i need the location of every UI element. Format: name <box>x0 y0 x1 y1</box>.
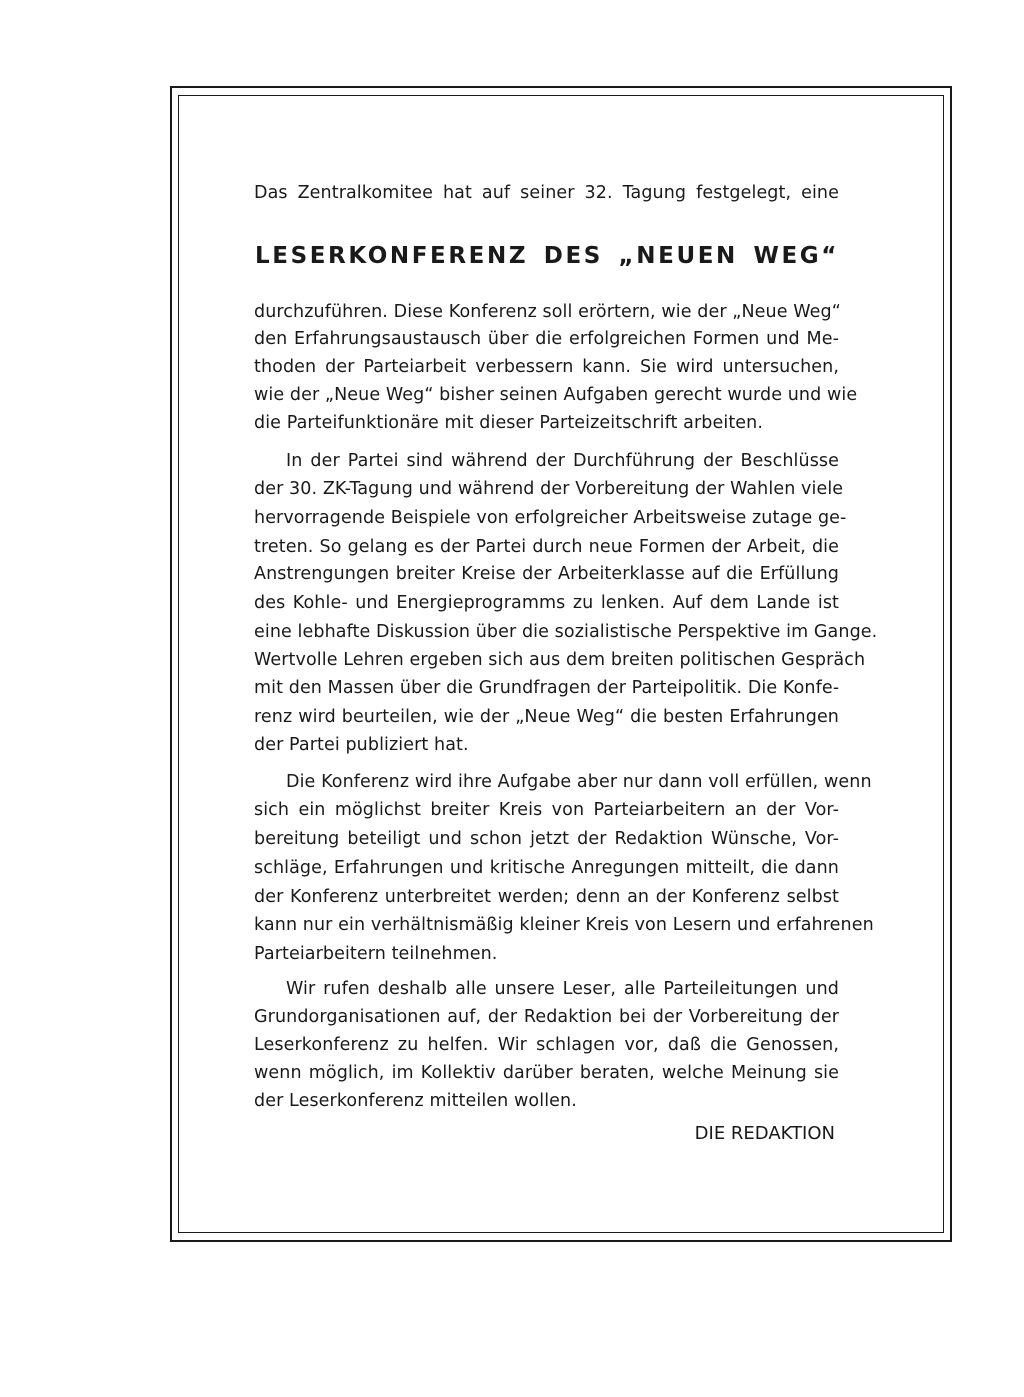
paragraph-1-line-1: durchzuführen. Diese Konferenz soll erörtern, wie der „Neue Weg“ <box>254 302 841 322</box>
paragraph-2-line-8: Wertvolle Lehren ergeben sich aus dem breiten politischen Gespräch <box>254 650 866 670</box>
paragraph-4-line-2: Grundorganisationen auf, der Redaktion bei der Vorbereitung der <box>254 1007 839 1027</box>
paragraph-4-line-1: Wir rufen deshalb alle unsere Leser, alle Parteileitungen und <box>286 979 839 999</box>
paragraph-1-line-3: thoden der Parteiarbeit verbessern kann. Sie wird untersuchen, <box>254 357 839 377</box>
paragraph-2-line-10: renz wird beurteilen, wie der „Neue Weg“ die besten Erfahrungen <box>254 707 839 727</box>
paragraph-4-line-3: Leserkonferenz zu helfen. Wir schlagen vor, daß die Genossen, <box>254 1035 839 1055</box>
paragraph-2-line-3: hervorragende Beispiele von erfolgreicher Arbeitsweise zutage ge- <box>254 508 847 528</box>
paragraph-3-line-1: Die Konferenz wird ihre Aufgabe aber nur dann voll erfüllen, wenn <box>286 772 872 792</box>
paragraph-3-line-2: sich ein möglichst breiter Kreis von Parteiarbeitern an der Vor- <box>254 800 839 820</box>
paragraph-2-line-9: mit den Massen über die Grundfragen der Parteipolitik. Die Konfe- <box>254 678 840 698</box>
signature: DIE REDAKTION <box>694 1123 835 1144</box>
paragraph-2-line-4: treten. So gelang es der Partei durch neue Formen der Arbeit, die <box>254 537 839 557</box>
paragraph-2-line-2: der 30. ZK-Tagung und während der Vorbereitung der Wahlen viele <box>254 479 844 499</box>
intro-line: Das Zentralkomitee hat auf seiner 32. Tagung festgelegt, eine <box>254 183 839 203</box>
paragraph-4-line-5: der Leserkonferenz mitteilen wollen. <box>254 1091 577 1111</box>
paragraph-2-line-6: des Kohle- und Energieprogramms zu lenken. Auf dem Lande ist <box>254 593 839 613</box>
paragraph-3-line-7: Parteiarbeitern teilnehmen. <box>254 944 498 964</box>
paragraph-3-line-5: der Konferenz unterbreitet werden; denn an der Konferenz selbst <box>254 887 839 907</box>
paragraph-3-line-3: bereitung beteiligt und schon jetzt der Redaktion Wünsche, Vor- <box>254 829 839 849</box>
paragraph-1-line-2: den Erfahrungsaustausch über die erfolgreichen Formen und Me- <box>254 329 839 349</box>
paragraph-2-line-7: eine lebhafte Diskussion über die sozialistische Perspektive im Gange. <box>254 622 878 642</box>
paragraph-1-line-5: die Parteifunktionäre mit dieser Parteizeitschrift arbeiten. <box>254 413 764 433</box>
paragraph-4-line-4: wenn möglich, im Kollektiv darüber beraten, welche Meinung sie <box>254 1063 839 1083</box>
paragraph-2-line-11: der Partei publiziert hat. <box>254 735 469 755</box>
paragraph-1-line-4: wie der „Neue Weg“ bisher seinen Aufgaben gerecht wurde und wie <box>254 385 858 405</box>
paragraph-2-line-5: Anstrengungen breiter Kreise der Arbeiterklasse auf die Erfüllung <box>254 564 839 584</box>
paragraph-2-line-1: In der Partei sind während der Durchführung der Beschlüsse <box>286 451 839 471</box>
paragraph-3-line-6: kann nur ein verhältnismäßig kleiner Kreis von Lesern und erfahrenen <box>254 915 874 935</box>
paragraph-3-line-4: schläge, Erfahrungen und kritische Anregungen mitteilt, die dann <box>254 858 839 878</box>
headline: LESERKONFERENZ DES „NEUEN WEG“ <box>255 243 839 269</box>
